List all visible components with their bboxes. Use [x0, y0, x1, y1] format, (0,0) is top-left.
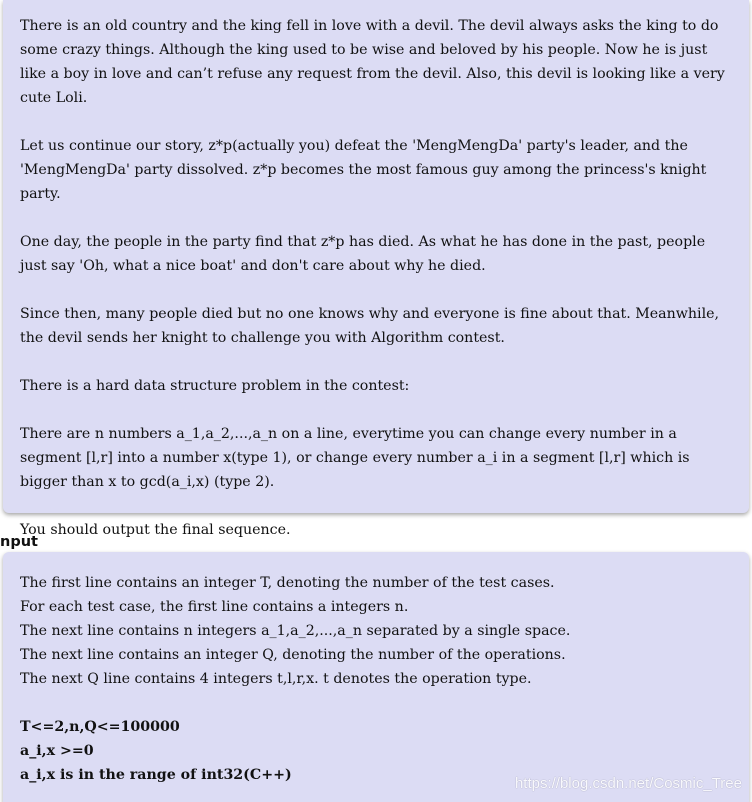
problem-description-panel [3, 0, 749, 538]
input-line-4: The next line contains an integer Q, denoting the number of the operations. [20, 647, 566, 663]
input-line-5: The next Q line contains 4 integers t,l,r,x. t denotes the operation type. [20, 671, 532, 687]
description-paragraph-3: One day, the people in the party find that z*p has died. As what he has done in the past, people just say 'Oh, what a nice boat' and don't care about why he died. [20, 234, 706, 274]
constraint-line-2: a_i,x >=0 [20, 743, 94, 759]
input-spec-panel [3, 552, 749, 802]
description-paragraph-6: There are n numbers a_1,a_2,...,a_n on a line, everytime you can change every number in a segment [l,r] into a number x(type 1), or change every number a_i in a segment [l,r] which is bigger than x to gcd(a_i,x) (type 2). [20, 426, 690, 490]
constraint-line-3: a_i,x is in the range of int32(C++) [20, 767, 292, 783]
description-paragraph-1: There is an old country and the king fell in love with a devil. The devil always asks the king to do some crazy things. Although the king used to be wise and beloved by his people. Now he is just like a boy in love and can’t refuse any request from the devil. Also, this devil is looking like a very cute Loli. [20, 18, 725, 106]
description-paragraph-5: There is a hard data structure problem in the contest: [20, 378, 410, 394]
description-paragraph-4: Since then, many people died but no one knows why and everyone is fine about that. Meanwhile, the devil sends her knight to challenge you with Algorithm contest. [20, 306, 720, 346]
input-line-2: For each test case, the first line contains a integers n. [20, 599, 409, 615]
constraint-line-1: T<=2,n,Q<=100000 [20, 719, 180, 735]
input-line-1: The first line contains an integer T, denoting the number of the test cases. [20, 575, 555, 591]
description-paragraph-2: Let us continue our story, z*p(actually you) defeat the 'MengMengDa' party's leader, and the 'MengMengDa' party dissolved. z*p becomes the most famous guy among the princess's knight party. [20, 138, 707, 202]
watermark-text: https://blog.csdn.net/Cosmic_Tree [514, 775, 742, 792]
input-spacer [20, 691, 735, 715]
input-line-3: The next line contains n integers a_1,a_2,...,a_n separated by a single space. [20, 623, 571, 639]
description-paragraph-7: You should output the final sequence. [20, 522, 291, 538]
input-section-title: nput [0, 534, 38, 550]
